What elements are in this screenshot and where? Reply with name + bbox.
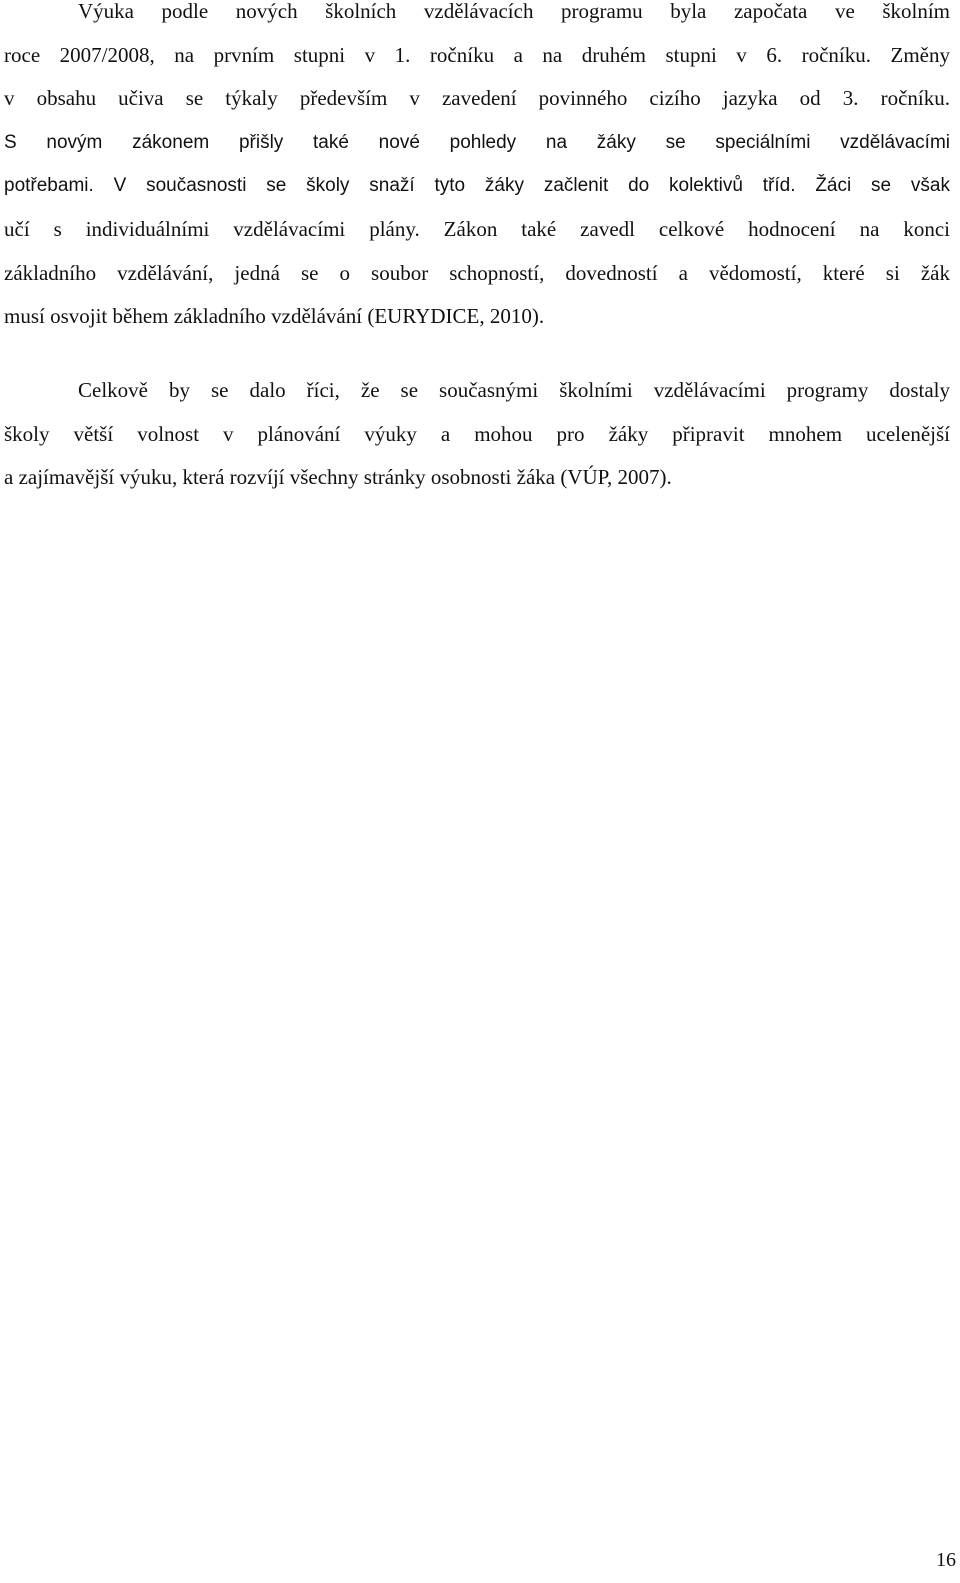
page-number: 16: [936, 1549, 956, 1571]
paragraph-line: roce 2007/2008, na prvním stupni v 1. ročníku a na druhém stupni v 6. ročníku. Změny: [4, 42, 950, 67]
paragraph-line: musí osvojit během základního vzdělávání (EURYDICE, 2010).: [4, 304, 545, 329]
paragraph-line: Celkově by se dalo říci, že se současnými školními vzdělávacími programy dostaly: [78, 378, 950, 402]
paragraph-line: školy větší volnost v plánování výuky a mohou pro žáky připravit mnohem ucelenější: [4, 421, 950, 446]
paragraph-line: S novým zákonem přišly také nové pohledy na žáky se speciálními vzdělávacími: [4, 131, 950, 153]
paragraph-2: [4, 369, 950, 500]
paragraph-line: potřebami. V současnosti se školy snaží tyto žáky začlenit do kolektivů tříd. Žáci se však: [4, 175, 950, 197]
paragraph-line: základního vzdělávání, jedná se o soubor schopností, dovedností a vědomostí, které si žák: [4, 260, 950, 285]
paragraph-line: učí s individuálními vzdělávacími plány. Zákon také zavedl celkové hodnocení na konci: [4, 216, 950, 241]
paragraph-line: Výuka podle nových školních vzdělávacích programu byla započata ve školním: [78, 0, 950, 23]
paragraph-1: [4, 0, 950, 339]
paragraph-line: a zajímavější výuku, která rozvíjí všechny stránky osobnosti žáka (VÚP, 2007).: [4, 465, 672, 490]
paragraph-line: v obsahu učiva se týkaly především v zavedení povinného cizího jazyka od 3. ročníku.: [4, 86, 950, 111]
